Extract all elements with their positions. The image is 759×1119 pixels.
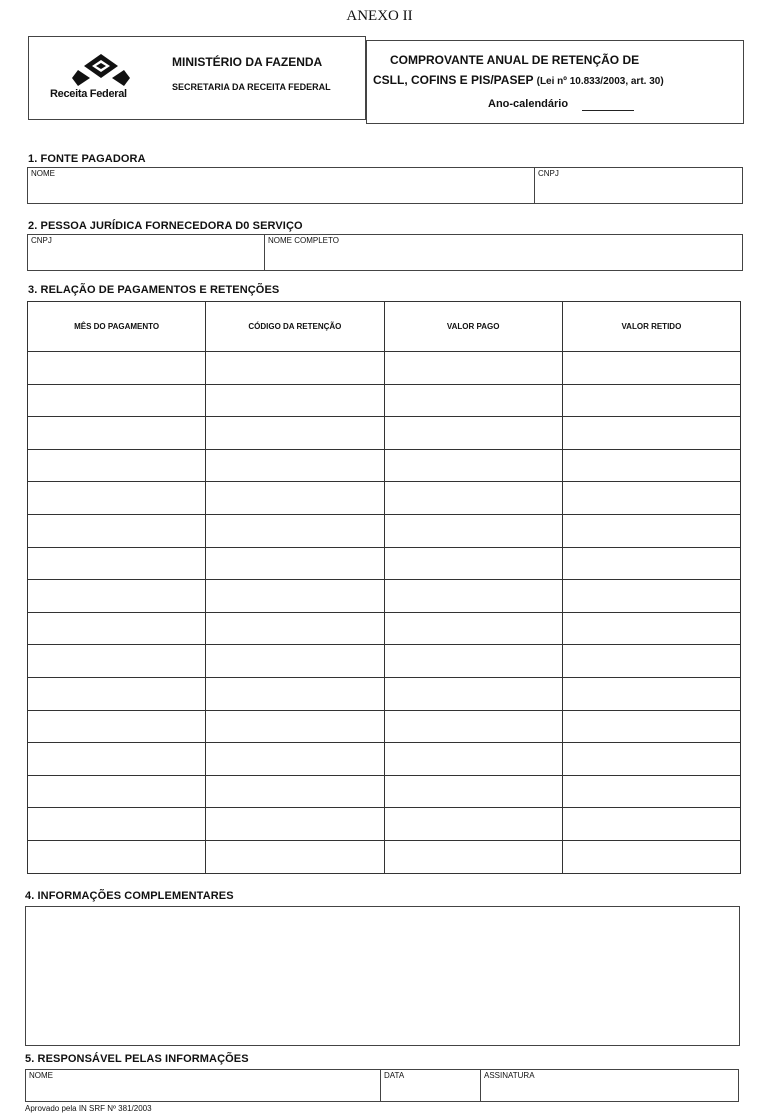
table-row bbox=[28, 808, 741, 841]
table-cell[interactable] bbox=[28, 840, 206, 873]
section1-title: 1. FONTE PAGADORA bbox=[28, 153, 146, 165]
logo-text: Receita Federal bbox=[50, 88, 127, 100]
receita-federal-logo-icon bbox=[70, 52, 132, 88]
responsible-name-field[interactable] bbox=[25, 1069, 381, 1102]
table-row bbox=[28, 612, 741, 645]
table-cell[interactable] bbox=[562, 547, 740, 580]
table-cell[interactable] bbox=[206, 580, 384, 613]
table-row bbox=[28, 449, 741, 482]
table-cell[interactable] bbox=[28, 808, 206, 841]
table-cell[interactable] bbox=[384, 384, 562, 417]
table-cell[interactable] bbox=[562, 840, 740, 873]
table-row bbox=[28, 645, 741, 678]
responsible-name-label: NOME bbox=[29, 1071, 53, 1080]
table-cell[interactable] bbox=[206, 710, 384, 743]
table-cell[interactable] bbox=[384, 775, 562, 808]
ministry-title: MINISTÉRIO DA FAZENDA bbox=[172, 55, 323, 69]
payer-name-label: NOME bbox=[31, 169, 55, 178]
table-cell[interactable] bbox=[28, 677, 206, 710]
responsible-date-field[interactable] bbox=[380, 1069, 481, 1102]
supplier-cnpj-field[interactable] bbox=[27, 234, 265, 271]
table-cell[interactable] bbox=[28, 710, 206, 743]
form-title-line1: COMPROVANTE ANUAL DE RETENÇÃO DE bbox=[390, 53, 640, 67]
supplier-fullname-field[interactable] bbox=[264, 234, 743, 271]
table-cell[interactable] bbox=[206, 352, 384, 385]
table-cell[interactable] bbox=[384, 417, 562, 450]
table-cell[interactable] bbox=[562, 710, 740, 743]
table-row bbox=[28, 514, 741, 547]
col-withheld: VALOR RETIDO bbox=[562, 302, 740, 352]
table-cell[interactable] bbox=[384, 743, 562, 776]
table-cell[interactable] bbox=[384, 547, 562, 580]
payer-cnpj-field[interactable] bbox=[534, 167, 743, 204]
table-cell[interactable] bbox=[562, 352, 740, 385]
table-cell[interactable] bbox=[206, 645, 384, 678]
section2-title: 2. PESSOA JURÍDICA FORNECEDORA D0 SERVIÇO bbox=[28, 220, 303, 232]
approval-note: Aprovado pela IN SRF Nº 381/2003 bbox=[25, 1104, 152, 1113]
col-code: CÓDIGO DA RETENÇÃO bbox=[206, 302, 384, 352]
table-cell[interactable] bbox=[562, 449, 740, 482]
section4-title: 4. INFORMAÇÕES COMPLEMENTARES bbox=[25, 890, 234, 902]
table-cell[interactable] bbox=[562, 677, 740, 710]
table-cell[interactable] bbox=[384, 514, 562, 547]
table-row bbox=[28, 352, 741, 385]
col-month: MÊS DO PAGAMENTO bbox=[28, 302, 206, 352]
table-cell[interactable] bbox=[206, 840, 384, 873]
table-row bbox=[28, 482, 741, 515]
table-cell[interactable] bbox=[28, 352, 206, 385]
table-cell[interactable] bbox=[384, 710, 562, 743]
table-row bbox=[28, 547, 741, 580]
form-title-law: (Lei nº 10.833/2003, art. 30) bbox=[536, 76, 664, 87]
table-row bbox=[28, 710, 741, 743]
table-cell[interactable] bbox=[384, 840, 562, 873]
payments-table bbox=[27, 301, 741, 874]
table-cell[interactable] bbox=[28, 612, 206, 645]
table-cell[interactable] bbox=[206, 612, 384, 645]
table-cell[interactable] bbox=[384, 580, 562, 613]
table-row bbox=[28, 580, 741, 613]
table-cell[interactable] bbox=[384, 677, 562, 710]
table-cell[interactable] bbox=[562, 612, 740, 645]
table-cell[interactable] bbox=[562, 417, 740, 450]
table-cell[interactable] bbox=[384, 808, 562, 841]
year-label: Ano-calendário bbox=[488, 98, 569, 110]
table-cell[interactable] bbox=[562, 645, 740, 678]
payments-table-body bbox=[28, 352, 741, 874]
complementary-info-field[interactable] bbox=[25, 906, 740, 1046]
responsible-signature-field[interactable] bbox=[480, 1069, 739, 1102]
responsible-signature-label: ASSINATURA bbox=[484, 1071, 535, 1080]
table-cell[interactable] bbox=[28, 384, 206, 417]
table-cell[interactable] bbox=[562, 775, 740, 808]
form-title-line2 bbox=[373, 73, 664, 87]
table-cell[interactable] bbox=[206, 743, 384, 776]
table-cell[interactable] bbox=[206, 482, 384, 515]
payer-name-field[interactable] bbox=[27, 167, 535, 204]
table-cell[interactable] bbox=[206, 449, 384, 482]
table-cell[interactable] bbox=[384, 449, 562, 482]
table-cell[interactable] bbox=[28, 417, 206, 450]
supplier-fullname-label: NOME COMPLETO bbox=[268, 236, 339, 245]
table-cell[interactable] bbox=[384, 482, 562, 515]
table-cell[interactable] bbox=[206, 677, 384, 710]
table-cell[interactable] bbox=[384, 612, 562, 645]
payer-cnpj-label: CNPJ bbox=[538, 169, 559, 178]
table-cell[interactable] bbox=[206, 808, 384, 841]
year-field[interactable] bbox=[582, 110, 634, 111]
secretariat-title: SECRETARIA DA RECEITA FEDERAL bbox=[172, 82, 331, 92]
table-cell[interactable] bbox=[206, 384, 384, 417]
responsible-date-label: DATA bbox=[384, 1071, 405, 1080]
section3-title: 3. RELAÇÃO DE PAGAMENTOS E RETENÇÕES bbox=[28, 284, 280, 296]
table-row bbox=[28, 417, 741, 450]
table-cell[interactable] bbox=[206, 417, 384, 450]
table-cell[interactable] bbox=[384, 352, 562, 385]
form-title-taxes: CSLL, COFINS E PIS/PASEP bbox=[373, 73, 534, 87]
table-cell[interactable] bbox=[28, 645, 206, 678]
payments-table-header bbox=[28, 302, 741, 352]
table-cell[interactable] bbox=[562, 514, 740, 547]
supplier-cnpj-label: CNPJ bbox=[31, 236, 52, 245]
table-cell[interactable] bbox=[28, 580, 206, 613]
table-row bbox=[28, 775, 741, 808]
table-cell[interactable] bbox=[206, 775, 384, 808]
table-cell[interactable] bbox=[28, 482, 206, 515]
table-cell[interactable] bbox=[206, 514, 384, 547]
table-cell[interactable] bbox=[562, 482, 740, 515]
table-cell[interactable] bbox=[562, 808, 740, 841]
section5-title: 5. RESPONSÁVEL PELAS INFORMAÇÕES bbox=[25, 1053, 249, 1065]
table-row bbox=[28, 840, 741, 873]
table-cell[interactable] bbox=[384, 645, 562, 678]
table-row bbox=[28, 743, 741, 776]
table-cell[interactable] bbox=[28, 547, 206, 580]
table-cell[interactable] bbox=[28, 514, 206, 547]
table-cell[interactable] bbox=[28, 743, 206, 776]
table-cell[interactable] bbox=[562, 743, 740, 776]
table-cell[interactable] bbox=[206, 547, 384, 580]
col-paid: VALOR PAGO bbox=[384, 302, 562, 352]
table-row bbox=[28, 384, 741, 417]
table-cell[interactable] bbox=[562, 384, 740, 417]
table-cell[interactable] bbox=[562, 580, 740, 613]
table-cell[interactable] bbox=[28, 449, 206, 482]
table-cell[interactable] bbox=[28, 775, 206, 808]
annex-title: ANEXO II bbox=[346, 8, 413, 24]
table-row bbox=[28, 677, 741, 710]
